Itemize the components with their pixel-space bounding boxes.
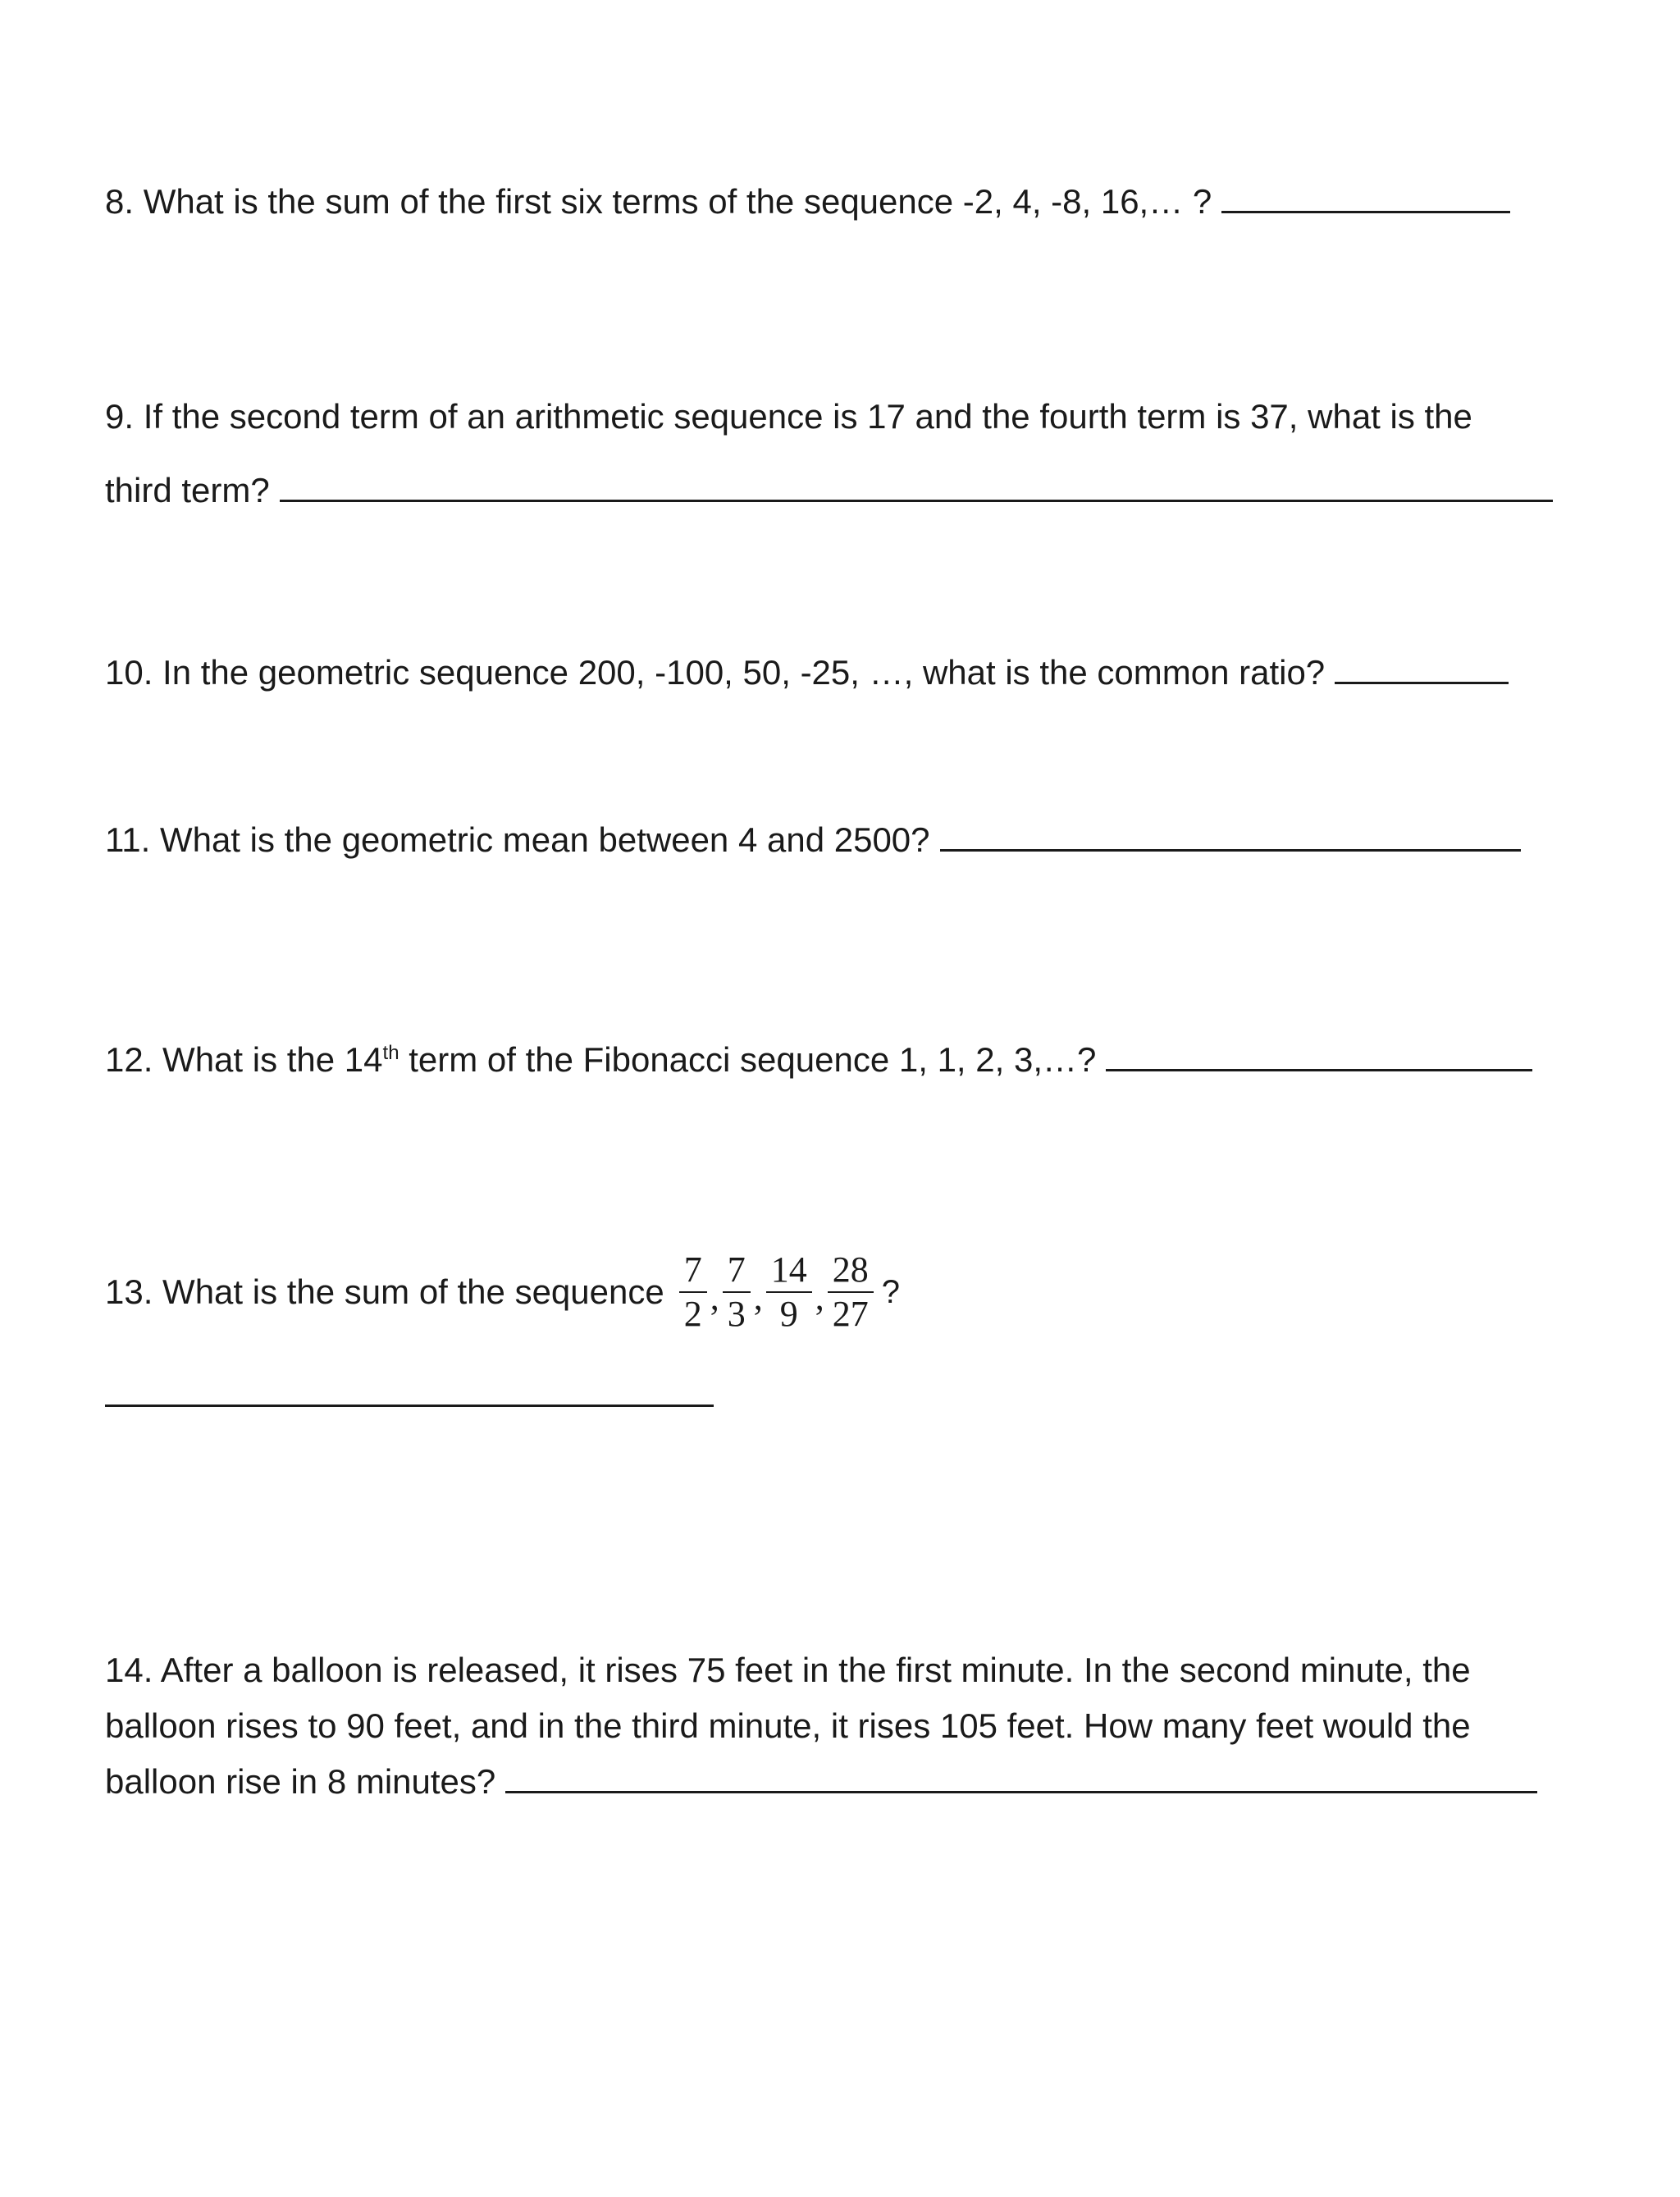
fraction-3-numerator: 14 [766, 1252, 812, 1293]
separator-comma: , [710, 1277, 719, 1318]
answer-line-8[interactable] [1221, 175, 1510, 213]
question-8-text: 8. What is the sum of the first six terms of the sequence -2, 4, -8, 16,… ? [105, 182, 1212, 221]
fraction-1-denominator: 2 [683, 1294, 702, 1334]
fraction-4 [828, 1249, 874, 1334]
question-13 [105, 1249, 900, 1334]
question-12-text-before: 12. What is the 14 [105, 1040, 383, 1079]
question-12 [105, 1032, 1532, 1088]
fraction-1 [679, 1249, 707, 1334]
fraction-sequence [679, 1249, 874, 1334]
question-8 [105, 174, 1510, 230]
question-14-text-line-2: balloon rises to 90 feet, and in the third minute, it rises 105 feet. How many feet would the [105, 1706, 1471, 1745]
answer-line-9[interactable] [280, 464, 1553, 502]
fraction-2 [723, 1249, 751, 1334]
question-14-text-line-1: 14. After a balloon is released, it rises 75 feet in the first minute. In the second minute, the [105, 1651, 1471, 1689]
question-14-line-3 [105, 1754, 1537, 1810]
question-14-text-line-3: balloon rise in 8 minutes? [105, 1762, 496, 1801]
question-11 [105, 812, 1521, 868]
fraction-4-denominator: 27 [832, 1294, 869, 1334]
fraction-3 [766, 1249, 812, 1334]
answer-line-10[interactable] [1335, 646, 1509, 684]
question-13-text: 13. What is the sum of the sequence [105, 1272, 664, 1311]
question-12-text-after: term of the Fibonacci sequence 1, 1, 2, 3,…? [399, 1040, 1097, 1079]
question-11-text: 11. What is the geometric mean between 4 and 2500? [105, 820, 930, 859]
question-9-text-line-2: third term? [105, 471, 270, 509]
answer-line-11[interactable] [940, 813, 1521, 852]
question-9-line-1 [105, 389, 1472, 445]
question-10 [105, 645, 1509, 701]
question-14-line-2 [105, 1698, 1471, 1754]
answer-line-13[interactable] [105, 1405, 714, 1407]
answer-line-12[interactable] [1106, 1033, 1532, 1071]
question-13-end-mark: ? [881, 1273, 900, 1310]
fraction-1-numerator: 7 [679, 1252, 707, 1293]
separator-comma: , [815, 1277, 824, 1318]
fraction-4-numerator: 28 [828, 1252, 874, 1293]
separator-comma: , [753, 1277, 763, 1318]
question-12-superscript: th [382, 1042, 399, 1064]
fraction-2-numerator: 7 [723, 1252, 751, 1293]
fraction-3-denominator: 9 [779, 1294, 798, 1334]
answer-line-14[interactable] [505, 1755, 1537, 1793]
question-14-line-1 [105, 1642, 1471, 1698]
question-10-text: 10. In the geometric sequence 200, -100, 50, -25, …, what is the common ratio? [105, 653, 1326, 692]
question-9-text-line-1: 9. If the second term of an arithmetic sequence is 17 and the fourth term is 37, what is the [105, 397, 1472, 436]
fraction-2-denominator: 3 [727, 1294, 746, 1334]
question-9-line-2 [105, 463, 1553, 518]
